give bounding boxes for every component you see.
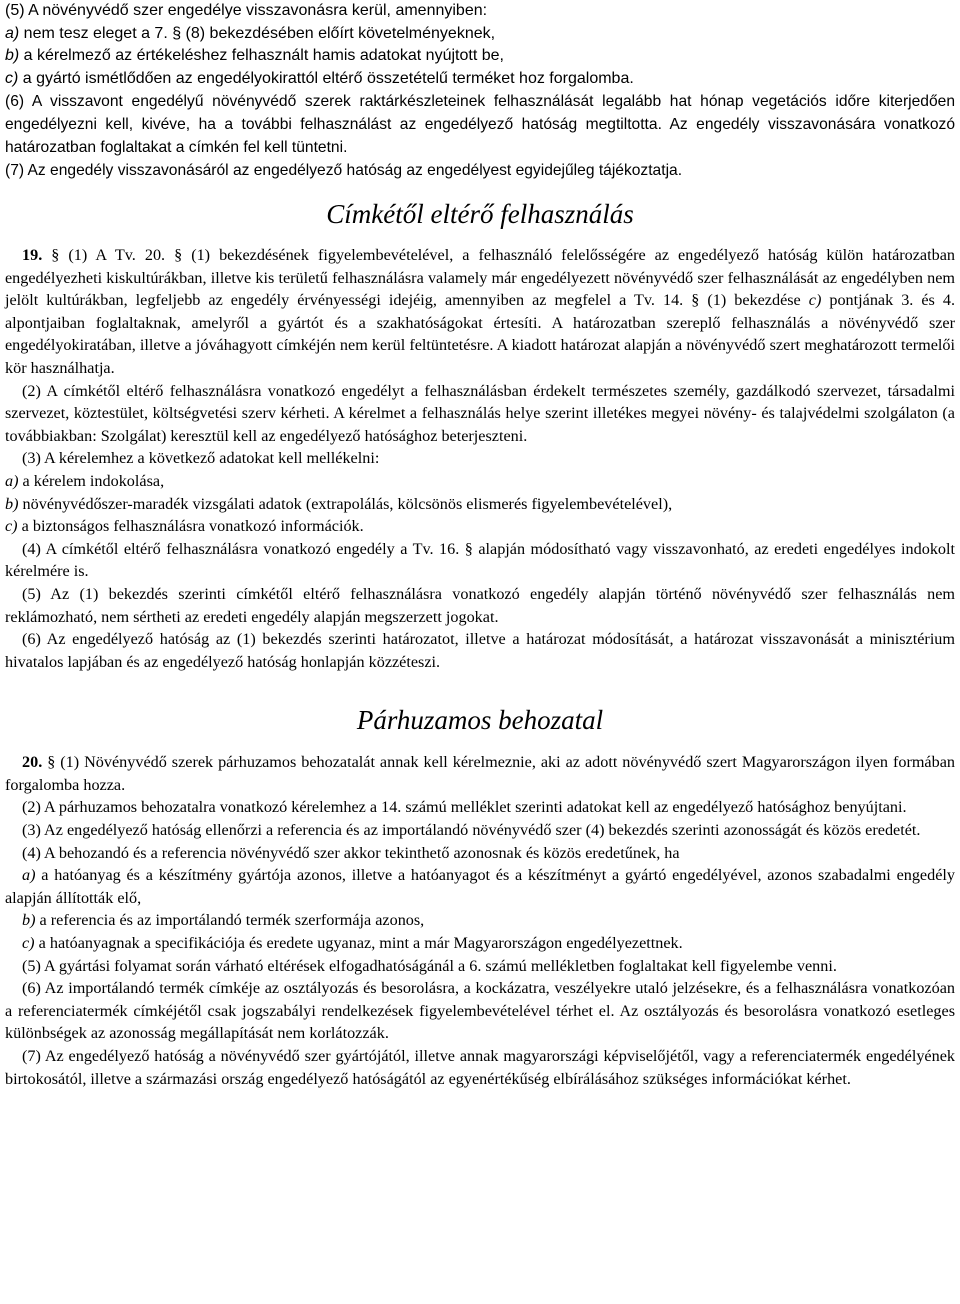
paragraph: (7) Az engedély visszavonásáról az engedélyező hatóság az engedélyest egyidejűleg tájékoztatja.: [5, 162, 683, 179]
list-item-label: a): [22, 866, 36, 885]
paragraph: (5) A gyártási folyamat során várható eltérések elfogadhatóságánál a 6. számú mellékletben foglaltakat kell figyelembe venni.: [22, 956, 837, 975]
list-item-text: nem tesz eleget a 7. § (8) bekezdésében előírt követelményeknek,: [19, 24, 496, 42]
list-item-text: a hatóanyag és a készítmény gyártója azonos, illetve a hatóanyagot és a készítményt a gyártó engedélyével, azonos szabadalmi engedély alapján állították elő,: [5, 866, 955, 907]
paragraph-text: c): [808, 291, 822, 310]
paragraph: (6) Az engedélyező hatóság az (1) bekezdés szerinti határozatot, illetve a határozat módosítását, a határozat visszavonását a minisztérium hivatalos lapjában és az engedélyező hatóság honlapján közzéteszi.: [5, 630, 955, 671]
list-item-text: növényvédőszer-maradék vizsgálati adatok (extrapolálás, kölcsönös elismerés figyelembevételével),: [18, 494, 673, 513]
section-title: Címkétől eltérő felhasználás: [326, 199, 634, 229]
list-item: [5, 0, 955, 23]
list-item: [5, 23, 955, 46]
list-item-label: a): [5, 24, 20, 42]
list-item: [5, 45, 955, 68]
paragraph: (4) A címkétől eltérő felhasználásra vonatkozó engedély a Tv. 16. § alapján módosítható vagy visszavonható, az eredeti engedélyes indokolt kérelmére is.: [5, 539, 955, 581]
paragraph: (6) Az importálandó termék címkéje az osztályozás és besorolásra, a kockázatra, veszélyekre utaló jelzésekre, és a felhasználásra vonatkozóan a referenciatermék címkéjétől csak jogszabályi rendelkezések figyelembevételével térhet el. Az osztályozás és besorolásra vonatkozó esetleges különbségek az azonosság megállapítását nem korlátozzák.: [5, 979, 955, 1043]
paragraph-text: § (1) A Tv. 20. § (1) bekezdésének figyelembevételével, a felhasználó felelősségére az engedélyező hatóság külön határozatban engedélyezheti kiskultúrákban, illetve kis területű felhasználásra valamely már engedélyezett növényvédő szer felhasználását az engedélyben nem jelölt kultúrákban, legfeljebb az engedély érvényességi idejéig, amennyiben az megfelel a Tv. 14. § (1) bekezdése: [5, 246, 955, 310]
section-number: 19.: [22, 246, 43, 264]
list-item: [5, 470, 955, 493]
list-item-text: a biztonságos felhasználásra vonatkozó információk.: [17, 517, 364, 536]
list-item-label: c): [5, 517, 18, 536]
revocation-list: [5, 0, 955, 90]
list-item-label: c): [5, 69, 19, 87]
list-item-text: a gyártó ismétlődően az engedélyokirattól eltérő összetételű terméket hoz forgalomba.: [18, 69, 634, 87]
list-item: [5, 515, 955, 538]
list-item-label: b): [22, 911, 36, 930]
section-title: Párhuzamos behozatal: [356, 705, 604, 736]
list-item: [5, 68, 955, 91]
section-number: 20.: [22, 753, 43, 772]
paragraph-text: § (1) Növényvédő szerek párhuzamos behozatalát annak kell kérelmeznie, aki az adott növényvédő szert Magyarországon ilyen formában forgalomba hozza.: [5, 753, 955, 794]
list-item: [5, 932, 955, 955]
list-item: [5, 493, 955, 516]
list-item-text: a kérelem indokolása,: [18, 471, 165, 490]
paragraph: (2) A címkétől eltérő felhasználásra vonatkozó engedélyt a felhasználásban érdekelt természetes személy, gazdálkodó szervezet, társadalmi szervezet, köztestület, költségvetési szerv kérheti. A kérelmet a felhasználás helye szerint illetékes megyei növény- és talajvédelmi szolgálaton (a továbbiakban: Szolgálat) keresztül kell az engedélyező hatósághoz beterjeszteni.: [5, 381, 955, 445]
list-item: [5, 909, 955, 932]
paragraph: (7) Az engedélyező hatóság a növényvédő szer gyártójától, illetve annak magyarországi képviselőjétől, vagy a referenciatermék engedélyének birtokosától, illetve a származási ország engedélyező hatóságától az egyenértékűség elbírálásához szükséges információkat kérhet.: [5, 1047, 955, 1088]
paragraph: (6) A visszavont engedélyű növényvédő szerek raktárkészleteinek felhasználását legalább hat hónap vegetációs időre kiterjedően engedélyezni kell, kivéve, ha a további felhasználást az engedélyező hatóság megtiltotta. Az engedély visszavonására vonatkozó határozatban foglaltakat a címkén fel kell tüntetni.: [5, 93, 955, 156]
list-item-label: b): [5, 47, 20, 64]
paragraph: (3) Az engedélyező hatóság ellenőrzi a referencia és az importálandó növényvédő szer (4) bekezdés szerinti azonosságát és közös eredetét.: [22, 821, 921, 840]
paragraph: (3) A kérelemhez a következő adatokat kell mellékelni:: [22, 449, 380, 468]
paragraph: [5, 751, 955, 796]
list-item-text: a kérelmező az értékeléshez felhasznált hamis adatokat nyújtott be,: [19, 47, 504, 64]
list-item-label: c): [22, 934, 35, 953]
paragraph: (2) A párhuzamos behozatalra vonatkozó kérelemhez a 14. számú melléklet szerinti adatokat kell az engedélyező hatósághoz benyújtani.: [22, 798, 907, 817]
paragraph: [5, 244, 955, 380]
list-item-text: a hatóanyagnak a specifikációja és eredete ugyanaz, mint a már Magyarországon engedélyezettnek.: [34, 934, 683, 953]
list-item-text: (5) A növényvédő szer engedélye visszavonásra kerül, amennyiben:: [5, 2, 488, 19]
list-item-text: a referencia és az importálandó termék szerformája azonos,: [35, 911, 425, 930]
list-item-label: a): [5, 471, 19, 490]
list-item: [5, 864, 955, 909]
paragraph: (4) A behozandó és a referencia növényvédő szer akkor tekinthető azonosnak és közös eredetűnek, ha: [22, 843, 680, 862]
list-item-label: b): [5, 494, 19, 513]
paragraph-text: pontjának 3. és 4. alpontjaiban foglaltaknak, amelyről a gyártót és a szakhatóságokat értesíti. A határozatban szereplő felhasználás a növényvédő szer engedélyokiratában, illetve a jóváhagyott címkéjén nem kerül feltüntetésre. A kiadott határozat alapján a növényvédő szert meghatározott termelői kör használhatja.: [5, 291, 955, 377]
paragraph: (5) Az (1) bekezdés szerinti címkétől eltérő felhasználásra vonatkozó engedély alapján történő növényvédő szer felhasználás nem reklámozható, nem sértheti az eredeti engedély alapján megszerzett jogokat.: [5, 584, 955, 626]
